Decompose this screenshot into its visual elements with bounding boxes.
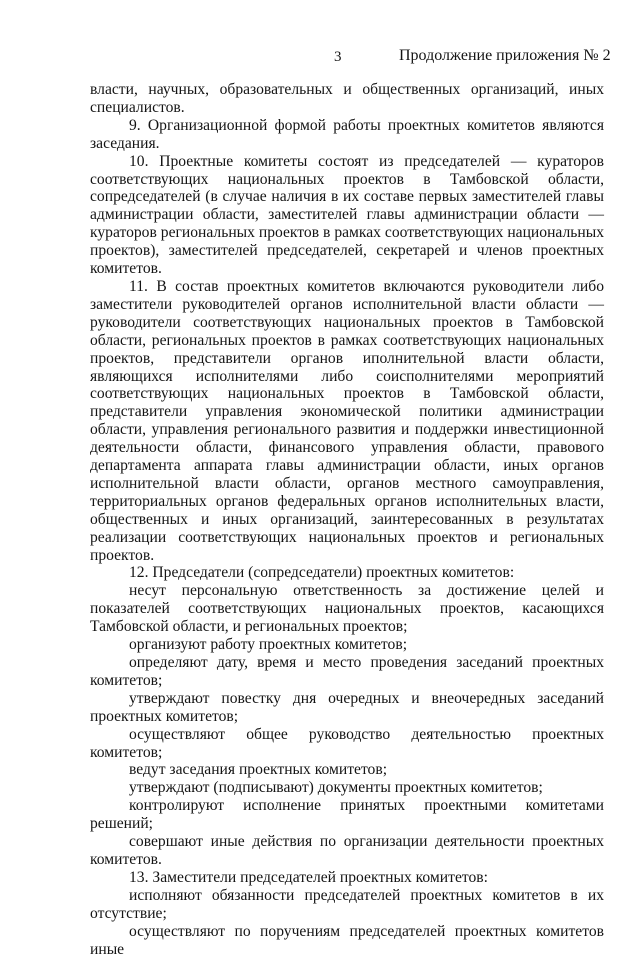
list-item: несут персональную ответственность за достижение целей и показателей соответствующих национальных проектов, касающихся Тамбовской области, и региональных проектов; xyxy=(90,582,604,636)
list-item: определяют дату, время и место проведения заседаний проектных комитетов; xyxy=(90,654,604,689)
paragraph-9: 9. Организационной формой работы проектных комитетов являются заседания. xyxy=(90,116,604,152)
page-number: 3 xyxy=(334,49,342,65)
list-item: утверждают (подписывают) документы проектных комитетов; xyxy=(129,779,543,797)
document-body xyxy=(90,81,604,958)
list-item: утверждают повестку дня очередных и внеочередных заседаний проектных комитетов; xyxy=(90,689,604,725)
list-item: ведут заседания проектных комитетов; xyxy=(129,761,388,779)
list-item: совершают иные действия по организации деятельности проектных комитетов. xyxy=(90,833,604,868)
list-item: контролируют исполнение принятых проектными комитетами решений; xyxy=(90,797,604,833)
list-item: осуществляют общее руководство деятельностью проектных комитетов; xyxy=(90,725,604,761)
list-item: осуществляют по поручениям председателей проектных комитетов иные xyxy=(90,922,604,958)
paragraph-12: 12. Председатели (сопредседатели) проектных комитетов: xyxy=(129,564,515,582)
list-item: исполняют обязанности председателей проектных комитетов в их отсутствие; xyxy=(90,886,604,922)
list-item: организуют работу проектных комитетов; xyxy=(129,636,408,654)
paragraph-13: 13. Заместители председателей проектных комитетов: xyxy=(129,868,488,886)
paragraph-11: 11. В состав проектных комитетов включаются руководители либо заместители руководителей органов исполнительной власти области — руководители соответствующих национальных проектов в Тамбовской области, региональных проектов в рамках соответствующих национальных проектов, представители органов иполнительной власти области, являющихся исполнителями либо соисполнителями мероприятий соответствующих национальных проектов в Тамбовской области, представители управления экономической политики администрации области, управления регионального развития и поддержки инвестиционной деятельности области, финансового управления области, правового департамента аппарата главы администрации области, иных органов исполнительной власти области, органов местного самоуправления, территориальных органов федеральных органов исполнительных власти, общественных и иных организаций, заинтересованных в результатах реализации соответствующих национальных проектов и региональных проектов. xyxy=(90,277,604,564)
paragraph-continuation: власти, научных, образовательных и общественных организаций, иных специалистов. xyxy=(90,81,604,116)
appendix-continuation-note: Продолжение приложения № 2 xyxy=(399,47,611,64)
paragraph-10: 10. Проектные комитеты состоят из председателей — кураторов соответствующих национальных проектов в Тамбовской области, сопредседателей (в случае наличия в их составе первых заместителей главы администрации области, заместителей главы администрации области — кураторов региональных проектов в рамках соответствующих национальных проектов), заместителей председателей, секретарей и членов проектных комитетов. xyxy=(90,152,604,278)
